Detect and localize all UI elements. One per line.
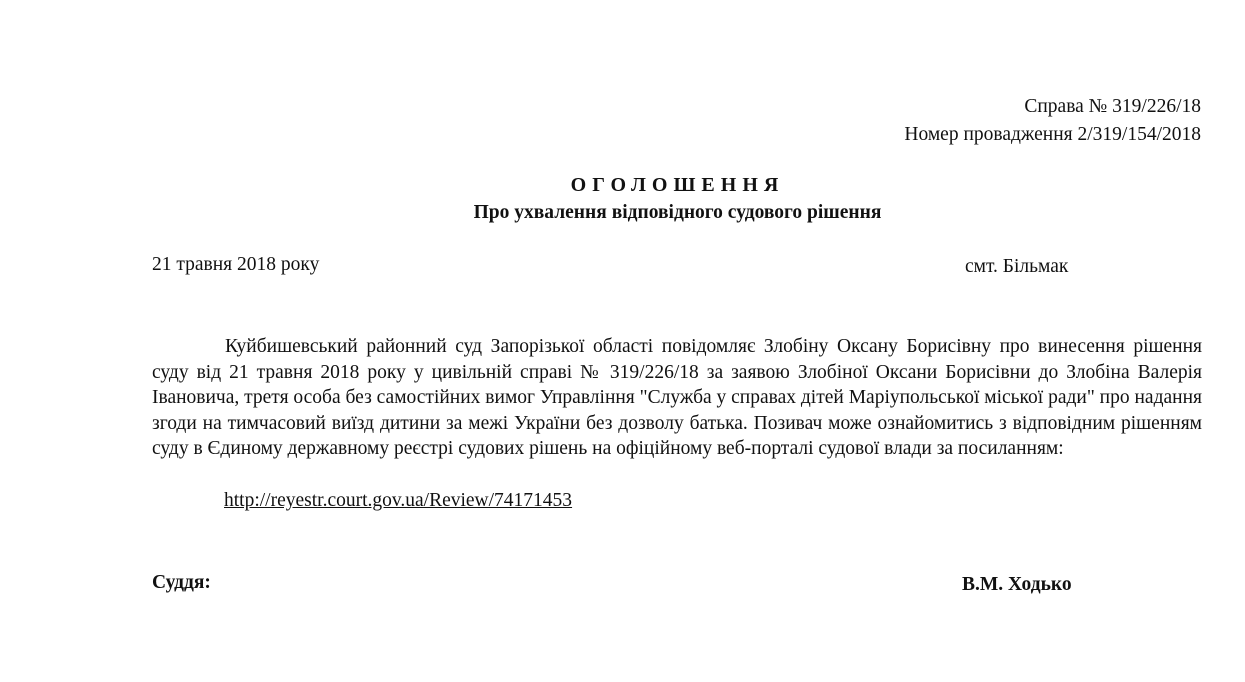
document-place: смт. Більмак [965,256,1069,277]
notice-body-text: Куйбишевський районний суд Запорізької області повідомляє Злобіну Оксану Борисівну про винесення рішення суду від 21 травня 2018 року у цивільній справі № 319/226/18 за заявою Злобіної Оксани Борисівни до Злобіна Валерія Івановича, третя особа без самостійних вимог Управління "Служба у справах дітей Маріупольської міської ради" про надання згоди на тимчасовий виїзд дитини за межі України без дозволу батька. Позивач може ознайомитись з відповідним рішенням суду в Єдиному державному реєстрі судових рішень на офіційному веб-порталі судової влади за посиланням: [152,336,1202,459]
notice-subtitle: Про ухвалення відповідного судового рішення [473,202,882,223]
judge-name: В.М. Ходько [962,574,1072,595]
case-reference-block [904,93,1201,149]
registry-link[interactable]: http://reyestr.court.gov.ua/Review/74171453 [224,490,573,511]
proceeding-number: Номер провадження 2/319/154/2018 [904,124,1201,145]
notice-title: ОГОЛОШЕННЯ [570,174,785,196]
document-date: 21 травня 2018 року [152,254,320,275]
judge-label: Суддя: [152,572,211,593]
case-number: Справа № 319/226/18 [1024,96,1201,117]
